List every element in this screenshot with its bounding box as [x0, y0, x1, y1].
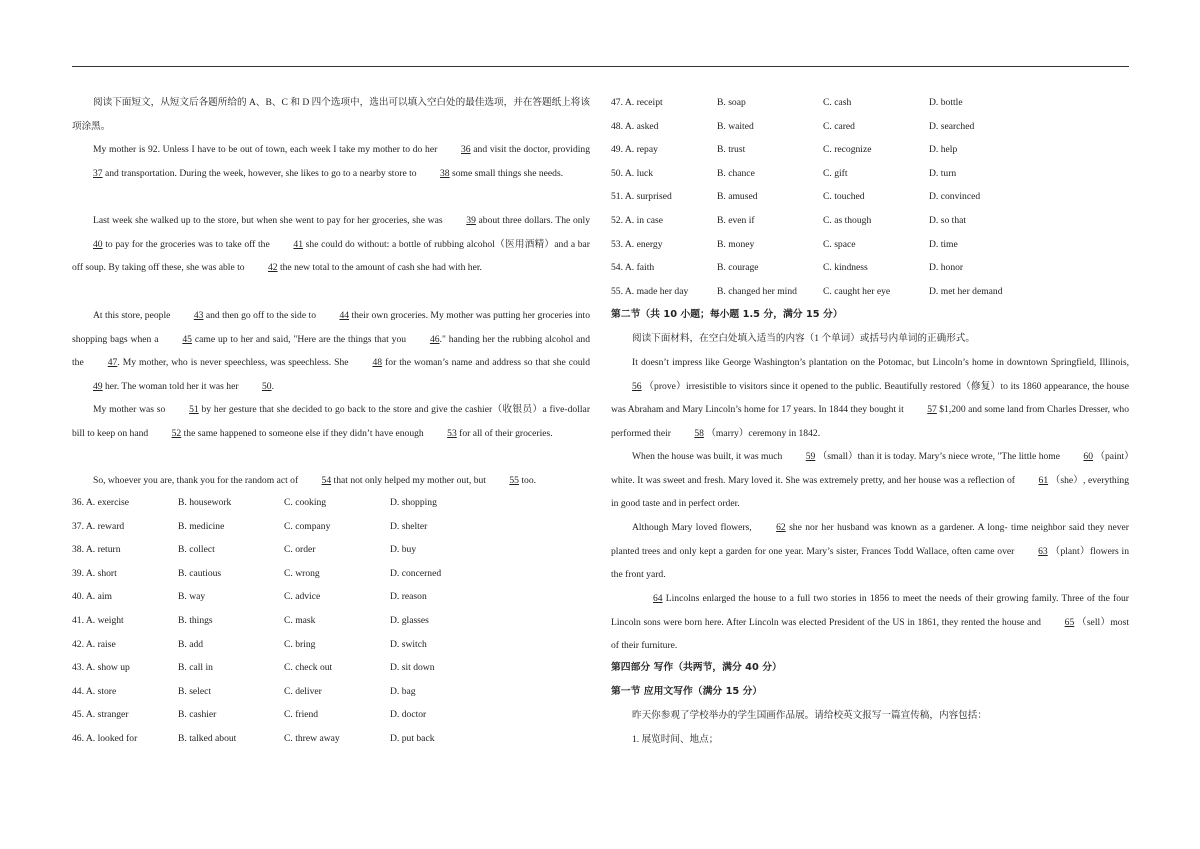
option-A: 51. A. surprised: [611, 191, 672, 203]
paragraph-text: .: [271, 380, 274, 392]
option-A: 55. A. made her day: [611, 285, 689, 297]
option-A: 45. A. stranger: [72, 709, 129, 721]
blank-64: 64: [653, 593, 663, 604]
option-B: B. even if: [717, 215, 755, 226]
cloze-paragraph-2: [72, 209, 590, 280]
option-B: B. select: [178, 685, 212, 697]
option-B: B. waited: [717, 120, 754, 132]
option-D: D. glasses: [390, 615, 429, 626]
option-B: B. soap: [717, 97, 746, 108]
blank-59: 59: [805, 451, 816, 462]
blank-38: 38: [440, 167, 450, 179]
paragraph-text: that not only helped my mother out, but: [331, 475, 489, 486]
option-A: 42. A. raise: [72, 638, 116, 650]
option-C: C. company: [284, 520, 331, 532]
option-C: C. threw away: [284, 733, 340, 744]
blank-43: 43: [193, 310, 204, 321]
option-A: 40. A. aim: [72, 591, 112, 603]
question-49-options: [611, 143, 1129, 157]
blank-49: 49: [93, 380, 103, 392]
option-A: 53. A. energy: [611, 238, 663, 250]
option-B: B. collect: [178, 544, 215, 556]
blank-51: 51: [189, 404, 199, 415]
option-B: B. courage: [717, 262, 759, 274]
paragraph-text: to pay for the groceries was to take off the: [102, 238, 273, 250]
option-B: B. call in: [178, 662, 213, 674]
blank-57: 57: [927, 404, 937, 416]
paragraph-text: Although Mary loved flowers,: [632, 522, 756, 533]
option-A: 37. A. reward: [72, 520, 125, 532]
question-51-options: [611, 190, 1129, 204]
question-52-options: [611, 214, 1129, 228]
blank-36: 36: [461, 144, 471, 155]
blank-50: 50: [261, 380, 272, 392]
paragraph-text: When the house was built, it was much: [632, 451, 785, 462]
paragraph-text: （paint）white. It was sweet and fresh. Mary loved it. She was extremely pretty, and her house was a reflection of: [611, 451, 1129, 486]
paragraph-text: My mother is 92. Unless I have to be out of town, each week I take my mother to do her: [93, 144, 440, 155]
option-B: B. trust: [717, 144, 746, 156]
paragraph-text: （small）than it is today. Mary’s niece wrote, "The little home: [815, 451, 1063, 462]
question-38-options: [72, 543, 590, 557]
paragraph-text: Last week she walked up to the store, but when she went to pay for her groceries, she was: [93, 215, 446, 226]
paragraph-text: her. The woman told her it was her: [102, 380, 241, 392]
option-A: 43. A. show up: [72, 662, 130, 674]
option-A: 36. A. exercise: [72, 497, 130, 508]
grammar-paragraph-1: [611, 351, 1129, 445]
option-D: D. put back: [390, 733, 435, 744]
option-B: B. talked about: [178, 733, 237, 744]
paragraph-text: their own groceries. My mother was putting her groceries into shopping bags when a: [72, 310, 590, 345]
option-D: D. help: [929, 144, 958, 156]
option-B: B. amused: [717, 191, 758, 203]
paragraph-text: for all of their groceries.: [456, 427, 553, 439]
option-D: D. shopping: [390, 497, 437, 508]
option-C: C. order: [284, 544, 316, 556]
option-D: D. met her demand: [929, 285, 1003, 297]
option-A: 41. A. weight: [72, 615, 124, 626]
paragraph-text: （she）, everything in good taste and in perfect order.: [611, 474, 1129, 510]
question-37-options: [72, 520, 590, 534]
option-D: D. bottle: [929, 97, 963, 108]
option-D: D. shelter: [390, 520, 428, 532]
question-46-options: [72, 732, 590, 746]
grammar-paragraph-2: [611, 445, 1129, 516]
option-C: C. cooking: [284, 497, 327, 508]
paragraph-text: （plant）flowers in the front yard.: [611, 545, 1129, 581]
option-D: D. turn: [929, 167, 957, 179]
blank-58: 58: [694, 427, 704, 439]
blank-44: 44: [339, 310, 350, 321]
paragraph-text: It doesn’t impress like George Washington’s plantation on the Potomac, but Lincoln’s home in downtown Springfield, Illinois,: [632, 357, 1129, 368]
question-36-options: [72, 496, 590, 510]
paragraph-text: 阅读下面材料，在空白处填入适当的内容（1 个单词）或括号内单词的正确形式。: [632, 333, 975, 344]
option-A: 44. A. store: [72, 685, 117, 697]
option-D: D. time: [929, 238, 958, 250]
question-55-options: [611, 285, 1129, 299]
option-C: C. deliver: [284, 685, 322, 697]
option-C: C. recognize: [823, 144, 872, 156]
blank-39: 39: [466, 215, 476, 226]
writing-item-1: 1. 展览时间、地点；: [632, 734, 719, 745]
blank-54: 54: [321, 475, 332, 486]
paragraph-text: ." handing her the rubbing alcohol and the: [72, 333, 590, 369]
blank-48: 48: [372, 357, 383, 369]
grammar-paragraph-4: [611, 587, 1129, 658]
paragraph-text: $1,200 and some land from Charles Dresser, who performed their: [611, 404, 1129, 439]
option-A: 49. A. repay: [611, 144, 658, 156]
cloze-paragraph-5: [72, 469, 590, 493]
grammar-instructions: [611, 327, 1129, 351]
writing-instructions: [611, 704, 1129, 728]
paragraph-text: for the woman’s name and address so that she could: [382, 357, 591, 369]
paragraph-text: the new total to the amount of cash she had with her.: [277, 262, 482, 274]
option-D: D. bag: [390, 685, 416, 697]
cloze-instructions: [72, 91, 590, 138]
blank-53: 53: [447, 427, 457, 439]
paragraph-text: （marry）ceremony in 1842.: [703, 427, 821, 439]
option-C: C. advice: [284, 591, 321, 603]
top-rule: [72, 66, 1129, 67]
blank-62: 62: [776, 522, 786, 533]
paragraph-text: and visit the doctor, providing: [470, 144, 590, 155]
option-D: D. convinced: [929, 191, 981, 203]
blank-56: 56: [632, 380, 642, 392]
paragraph-text: by her gesture that she decided to go back to the store and give the cashier（收银员）a five-dollar bill to keep on hand: [72, 404, 591, 439]
blank-40: 40: [93, 238, 103, 250]
part-4-heading: 第四部分 写作（共两节，满分 40 分）: [611, 662, 782, 673]
question-47-options: [611, 96, 1129, 110]
cloze-paragraph-3: [72, 304, 590, 398]
paragraph-text: came up to her and said, "Here are the things that you: [191, 333, 409, 345]
paragraph-text: the same happened to someone else if they didn’t have enough: [181, 427, 427, 439]
question-40-options: [72, 590, 590, 604]
option-C: C. cash: [823, 97, 852, 108]
option-C: C. cared: [823, 120, 855, 132]
option-C: C. caught her eye: [823, 285, 891, 297]
question-42-options: [72, 638, 590, 652]
option-C: C. space: [823, 238, 856, 250]
writing-section-1-heading: 第一节 应用文写作（满分 15 分）: [611, 686, 763, 697]
option-D: D. concerned: [390, 567, 442, 579]
question-44-options: [72, 685, 590, 699]
option-B: B. chance: [717, 167, 755, 179]
question-50-options: [611, 167, 1129, 181]
paragraph-text: too.: [518, 475, 537, 486]
option-C: C. bring: [284, 638, 316, 650]
option-C: C. as though: [823, 215, 872, 226]
question-54-options: [611, 261, 1129, 275]
option-D: D. honor: [929, 262, 964, 274]
option-C: C. wrong: [284, 567, 320, 579]
blank-47: 47: [107, 357, 118, 369]
option-C: C. mask: [284, 615, 316, 626]
option-A: 48. A. asked: [611, 120, 659, 132]
question-53-options: [611, 238, 1129, 252]
option-B: B. housework: [178, 497, 232, 508]
paragraph-text: about three dollars. The only: [475, 215, 590, 226]
paragraph-text: she nor her husband was known as a gardener. A long- time neighbor said they never planted trees and only kept a garden for one year. Mary’s sister, Frances Todd Wallace, often came over: [611, 522, 1129, 557]
option-B: B. cautious: [178, 567, 222, 579]
option-A: 54. A. faith: [611, 262, 655, 274]
cloze-paragraph-1: [72, 138, 590, 185]
paragraph-text: At this store, people: [93, 310, 173, 321]
grammar-paragraph-3: [611, 516, 1129, 587]
section-2-heading: 第二节（共 10 小题；每小题 1.5 分，满分 15 分）: [611, 309, 843, 320]
question-39-options: [72, 567, 590, 581]
paragraph-text: and transportation. During the week, however, she likes to go to a nearby store to: [102, 167, 419, 179]
option-D: D. switch: [390, 638, 427, 650]
option-D: D. buy: [390, 544, 417, 556]
paragraph-text: some small things she needs.: [449, 167, 564, 179]
blank-37: 37: [93, 167, 103, 179]
blank-41: 41: [293, 238, 303, 250]
option-C: C. friend: [284, 709, 319, 721]
option-B: B. cashier: [178, 709, 217, 721]
paragraph-text: 阅读下面短文，从短文后各题所给的 A、B、C 和 D 四个选项中，选出可以填入空白处的最佳选项，并在答题纸上将该项涂黑。: [72, 97, 590, 132]
option-B: B. changed her mind: [717, 285, 797, 297]
blank-61: 61: [1038, 474, 1049, 486]
option-A: 50. A. luck: [611, 167, 654, 179]
option-B: B. medicine: [178, 520, 225, 532]
option-C: C. kindness: [823, 262, 868, 274]
option-D: D. doctor: [390, 709, 427, 721]
paragraph-text: and then go off to the side to: [203, 310, 319, 321]
option-C: C. check out: [284, 662, 333, 674]
blank-60: 60: [1083, 451, 1094, 462]
option-B: B. add: [178, 638, 204, 650]
option-B: B. things: [178, 615, 213, 626]
option-B: B. money: [717, 238, 755, 250]
option-B: B. way: [178, 591, 206, 603]
option-D: D. searched: [929, 120, 975, 132]
option-C: C. touched: [823, 191, 865, 203]
blank-63: 63: [1038, 545, 1048, 557]
blank-42: 42: [267, 262, 278, 274]
question-41-options: [72, 614, 590, 628]
paragraph-text: she could do without: a bottle of rubbing alcohol（医用酒精）and a bar off soup. By taking off these, she was able to: [72, 238, 590, 274]
option-A: 47. A. receipt: [611, 97, 663, 108]
option-D: D. reason: [390, 591, 427, 603]
paragraph-text: （sell）most of their furniture.: [611, 616, 1129, 652]
paragraph-text: So, whoever you are, thank you for the random act of: [93, 475, 301, 486]
question-43-options: [72, 661, 590, 675]
paragraph-text: Lincolns enlarged the house to a full two stories in 1856 to meet the needs of their growing family. Three of the four Lincoln sons were born here. After Lincoln was elected President of the US in 1861, they rented the house and: [611, 593, 1129, 628]
option-A: 38. A. return: [72, 544, 121, 556]
blank-46: 46: [429, 333, 440, 345]
option-D: D. sit down: [390, 662, 435, 674]
option-A: 46. A. looked for: [72, 733, 138, 744]
option-D: D. so that: [929, 215, 967, 226]
blank-65: 65: [1064, 616, 1075, 628]
blank-55: 55: [509, 475, 519, 486]
question-45-options: [72, 708, 590, 722]
option-A: 39. A. short: [72, 567, 117, 579]
blank-45: 45: [182, 333, 192, 345]
option-A: 52. A. in case: [611, 215, 663, 226]
blank-52: 52: [171, 427, 182, 439]
paragraph-text: My mother was so: [93, 404, 169, 415]
option-C: C. gift: [823, 167, 848, 179]
paragraph-text: . My mother, who is never speechless, was speechless. She: [117, 357, 352, 369]
paragraph-text: （prove）irresistible to visitors since it opened to the public. Beautifully restored（修复）to its 1860 appearance, the house was Abraham and Mary Lincoln’s home for 17 years. In 1844 they bought it: [611, 380, 1129, 416]
question-48-options: [611, 120, 1129, 134]
paragraph-text: 昨天你参观了学校举办的学生国画作品展。请给校英文报写一篇宣传稿，内容包括：: [632, 710, 987, 721]
cloze-paragraph-4: [72, 398, 590, 445]
